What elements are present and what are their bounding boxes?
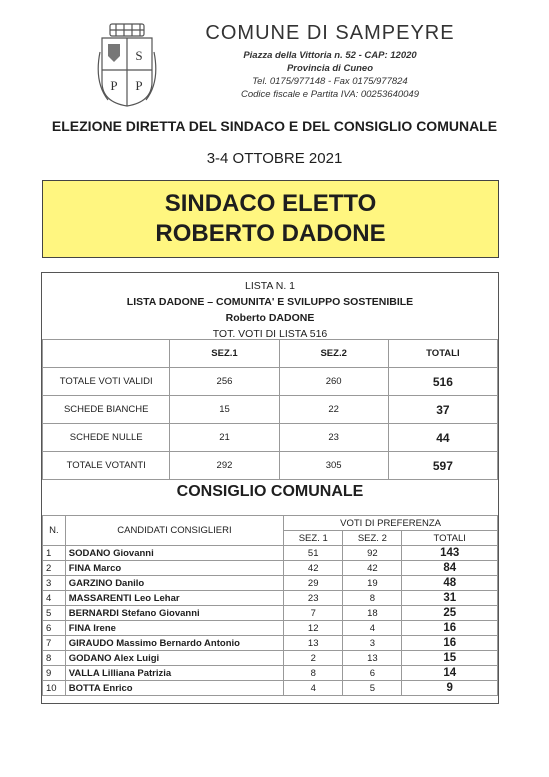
cell: 305 — [279, 452, 388, 480]
lista-info — [42, 273, 498, 342]
cell: 8 — [284, 666, 343, 681]
coat-of-arms-icon — [96, 22, 158, 108]
cell: 5 — [343, 681, 402, 696]
cell: 13 — [284, 636, 343, 651]
candidates-table — [42, 515, 498, 696]
cell: 19 — [343, 576, 402, 591]
elected-mayor-banner — [42, 180, 499, 258]
header-cell: TOTALI — [402, 531, 498, 546]
table-row — [43, 621, 498, 636]
header-cell: N. — [43, 516, 66, 546]
cell: 6 — [43, 621, 66, 636]
cell: 4 — [284, 681, 343, 696]
row-label: TOTALE VOTI VALIDI — [43, 368, 170, 396]
table-header — [43, 340, 498, 368]
cell: 7 — [284, 606, 343, 621]
cell: 10 — [43, 681, 66, 696]
cell: 22 — [279, 396, 388, 424]
cell-total: 16 — [402, 621, 498, 636]
results-table — [42, 339, 498, 480]
comune-name: COMUNE DI SAMPEYRE — [205, 22, 455, 44]
candidate-name: SODANO Giovanni — [65, 546, 283, 561]
cell: 2 — [43, 561, 66, 576]
candidate-name: BOTTA Enrico — [65, 681, 283, 696]
table-row — [43, 452, 498, 480]
cell-total: 48 — [402, 576, 498, 591]
cell: 256 — [170, 368, 279, 396]
cell: 292 — [170, 452, 279, 480]
header-cell: SEZ.2 — [279, 340, 388, 368]
cell-total: 14 — [402, 666, 498, 681]
candidate-name: FINA Marco — [65, 561, 283, 576]
header-cell: SEZ.1 — [170, 340, 279, 368]
header-cell: SEZ. 1 — [284, 531, 343, 546]
row-label: TOTALE VOTANTI — [43, 452, 170, 480]
table-row — [43, 636, 498, 651]
partita-iva: Codice fiscale e Partita IVA: 00253640049 — [241, 89, 419, 100]
header-cell — [43, 340, 170, 368]
cell: 92 — [343, 546, 402, 561]
cell: 18 — [343, 606, 402, 621]
cell: 12 — [284, 621, 343, 636]
election-date: 3-4 OTTOBRE 2021 — [206, 150, 343, 167]
crest-letter: S — [135, 48, 143, 63]
address: Piazza della Vittoria n. 52 - CAP: 12020 — [243, 50, 417, 61]
cell: 51 — [284, 546, 343, 561]
cell: 8 — [43, 651, 66, 666]
cell-total: 143 — [402, 546, 498, 561]
cell: 3 — [343, 636, 402, 651]
cell: 9 — [43, 666, 66, 681]
cell: 8 — [343, 591, 402, 606]
cell: 29 — [284, 576, 343, 591]
cell: 21 — [170, 424, 279, 452]
table-row — [43, 561, 498, 576]
cell-total: 15 — [402, 651, 498, 666]
lista-candidate: Roberto DADONE — [225, 312, 315, 324]
candidate-name: GARZINO Danilo — [65, 576, 283, 591]
table-row — [43, 576, 498, 591]
cell: 5 — [43, 606, 66, 621]
cell: 2 — [284, 651, 343, 666]
header-cell: VOTI DI PREFERENZA — [284, 516, 498, 531]
lista-number: LISTA N. 1 — [245, 280, 295, 292]
cell-total: 16 — [402, 636, 498, 651]
candidate-name: BERNARDI Stefano Giovanni — [65, 606, 283, 621]
table-row — [43, 651, 498, 666]
cell-total: 25 — [402, 606, 498, 621]
table-row — [43, 546, 498, 561]
table-row — [43, 424, 498, 452]
telephone: Tel. 0175/977148 - Fax 0175/977824 — [252, 76, 408, 87]
results-box — [41, 272, 499, 704]
candidate-name: VALLA Lilliana Patrizia — [65, 666, 283, 681]
table-row — [43, 666, 498, 681]
lista-name: LISTA DADONE – COMUNITA' E SVILUPPO SOSTENIBILE — [126, 296, 414, 308]
cell: 23 — [279, 424, 388, 452]
cell: 13 — [343, 651, 402, 666]
header-cell: CANDIDATI CONSIGLIERI — [65, 516, 283, 546]
table-row — [43, 396, 498, 424]
cell: 1 — [43, 546, 66, 561]
lista-total: TOT. VOTI DI LISTA 516 — [212, 328, 328, 340]
cell: 3 — [43, 576, 66, 591]
cell-total: 37 — [388, 396, 497, 424]
cell: 42 — [284, 561, 343, 576]
table-row — [43, 606, 498, 621]
cell: 260 — [279, 368, 388, 396]
crest-letter: P — [110, 78, 118, 93]
consiglio-title: CONSIGLIO COMUNALE — [176, 483, 364, 500]
cell-total: 84 — [402, 561, 498, 576]
cell: 4 — [343, 621, 402, 636]
cell: 4 — [43, 591, 66, 606]
crest-letter: P — [135, 78, 143, 93]
cell-total: 597 — [388, 452, 497, 480]
row-label: SCHEDE NULLE — [43, 424, 170, 452]
cell: 6 — [343, 666, 402, 681]
table-row — [43, 681, 498, 696]
header-cell: TOTALI — [388, 340, 497, 368]
row-label: SCHEDE BIANCHE — [43, 396, 170, 424]
cell-total: 516 — [388, 368, 497, 396]
cell-total: 44 — [388, 424, 497, 452]
provincia: Provincia di Cuneo — [286, 63, 374, 74]
document-title: ELEZIONE DIRETTA DEL SINDACO E DEL CONSIGLIO COMUNALE — [51, 118, 498, 134]
cell-total: 9 — [402, 681, 498, 696]
letterhead — [200, 22, 460, 101]
header-cell: SEZ. 2 — [343, 531, 402, 546]
candidate-name: GIRAUDO Massimo Bernardo Antonio — [65, 636, 283, 651]
table-row — [43, 368, 498, 396]
banner-line-2: ROBERTO DADONE — [155, 220, 386, 247]
cell: 42 — [343, 561, 402, 576]
banner-line-1: SINDACO ELETTO — [164, 190, 377, 217]
cell: 23 — [284, 591, 343, 606]
candidate-name: FINA Irene — [65, 621, 283, 636]
cell-total: 31 — [402, 591, 498, 606]
table-header — [43, 516, 498, 531]
cell: 7 — [43, 636, 66, 651]
table-row — [43, 591, 498, 606]
candidate-name: GODANO Alex Luigi — [65, 651, 283, 666]
candidate-name: MASSARENTI Leo Lehar — [65, 591, 283, 606]
cell: 15 — [170, 396, 279, 424]
